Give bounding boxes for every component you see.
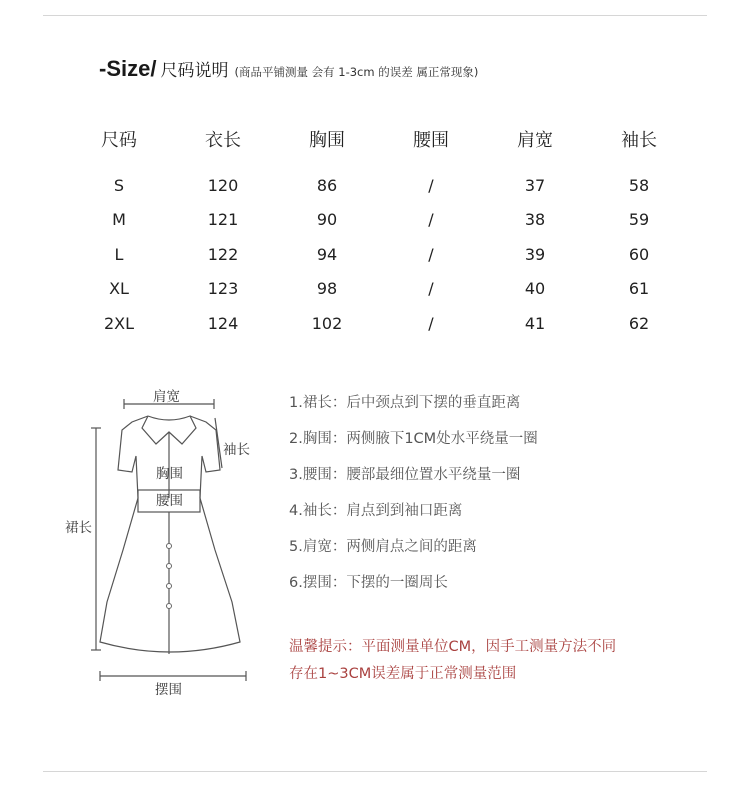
table-cell: 121	[207, 210, 239, 230]
column-header: 衣长	[205, 130, 241, 151]
shoulder-label: 肩宽	[153, 389, 180, 405]
table-cell: 38	[524, 210, 546, 230]
definition-item: 1.裙长：后中颈点到下摆的垂直距离	[289, 395, 521, 411]
table-cell: 60	[628, 244, 650, 264]
waist-label: 腰围	[156, 493, 183, 509]
table-cell: 40	[524, 279, 546, 299]
dress-diagram	[60, 380, 275, 700]
top-divider	[43, 15, 707, 16]
table-cell: /	[428, 313, 434, 333]
table-cell: 61	[628, 279, 650, 299]
definition-item: 5.肩宽：两侧肩点之间的距离	[289, 539, 477, 555]
table-cell: 41	[524, 313, 546, 333]
length-label: 裙长	[65, 520, 92, 536]
table-cell: /	[428, 279, 434, 299]
size-label: -Size/	[99, 56, 157, 81]
title-note: (商品平铺测量 会有 1-3cm 的误差 属正常现象)	[234, 65, 479, 79]
table-row	[67, 306, 691, 341]
hem-label: 摆围	[155, 682, 182, 698]
table-cell: 37	[524, 175, 546, 195]
table-cell: M	[112, 210, 126, 230]
table-cell: 90	[316, 210, 338, 230]
column-header: 腰围	[413, 130, 449, 151]
tip-line: 存在1~3CM误差属于正常测量范围	[289, 666, 517, 682]
table-cell: L	[114, 244, 124, 264]
definition-item: 4.袖长：肩点到到袖口距离	[289, 503, 463, 519]
bottom-divider	[43, 771, 707, 772]
page-title	[99, 56, 478, 82]
table-cell: /	[428, 175, 434, 195]
definition-item: 3.腰围：腰部最细位置水平绕量一圈	[289, 467, 521, 483]
table-cell: 122	[207, 244, 239, 264]
column-header: 袖长	[621, 130, 657, 151]
column-header: 胸围	[309, 130, 345, 151]
definition-item: 2.胸围：两侧腋下1CM处水平绕量一圈	[289, 431, 538, 447]
table-cell: 120	[207, 175, 239, 195]
table-cell: 124	[207, 313, 239, 333]
table-cell: 59	[628, 210, 650, 230]
table-header-row	[67, 120, 691, 168]
table-cell: 58	[628, 175, 650, 195]
chest-label: 胸围	[156, 466, 183, 482]
sleeve-label: 袖长	[223, 442, 250, 458]
table-cell: 86	[316, 175, 338, 195]
table-cell: 94	[316, 244, 338, 264]
column-header: 肩宽	[517, 130, 553, 151]
table-row	[67, 203, 691, 238]
size-table	[67, 120, 691, 341]
table-cell: XL	[109, 279, 129, 299]
tip-line: 温馨提示：平面测量单位CM，因手工测量方法不同	[289, 639, 617, 655]
table-cell: S	[113, 175, 125, 195]
title-text: 尺码说明	[160, 61, 229, 81]
table-cell: /	[428, 244, 434, 264]
definition-item: 6.摆围：下摆的一圈周长	[289, 575, 448, 591]
table-cell: 2XL	[103, 313, 135, 333]
table-cell: /	[428, 210, 434, 230]
table-cell: 98	[316, 279, 338, 299]
table-row	[67, 168, 691, 203]
warm-tip	[289, 634, 689, 688]
dress-outline	[60, 380, 275, 700]
table-row	[67, 272, 691, 307]
column-header: 尺码	[101, 130, 137, 151]
table-cell: 123	[207, 279, 239, 299]
table-row	[67, 237, 691, 272]
table-cell: 102	[311, 313, 343, 333]
table-cell: 39	[524, 244, 546, 264]
measurement-definitions	[289, 390, 538, 606]
table-cell: 62	[628, 313, 650, 333]
